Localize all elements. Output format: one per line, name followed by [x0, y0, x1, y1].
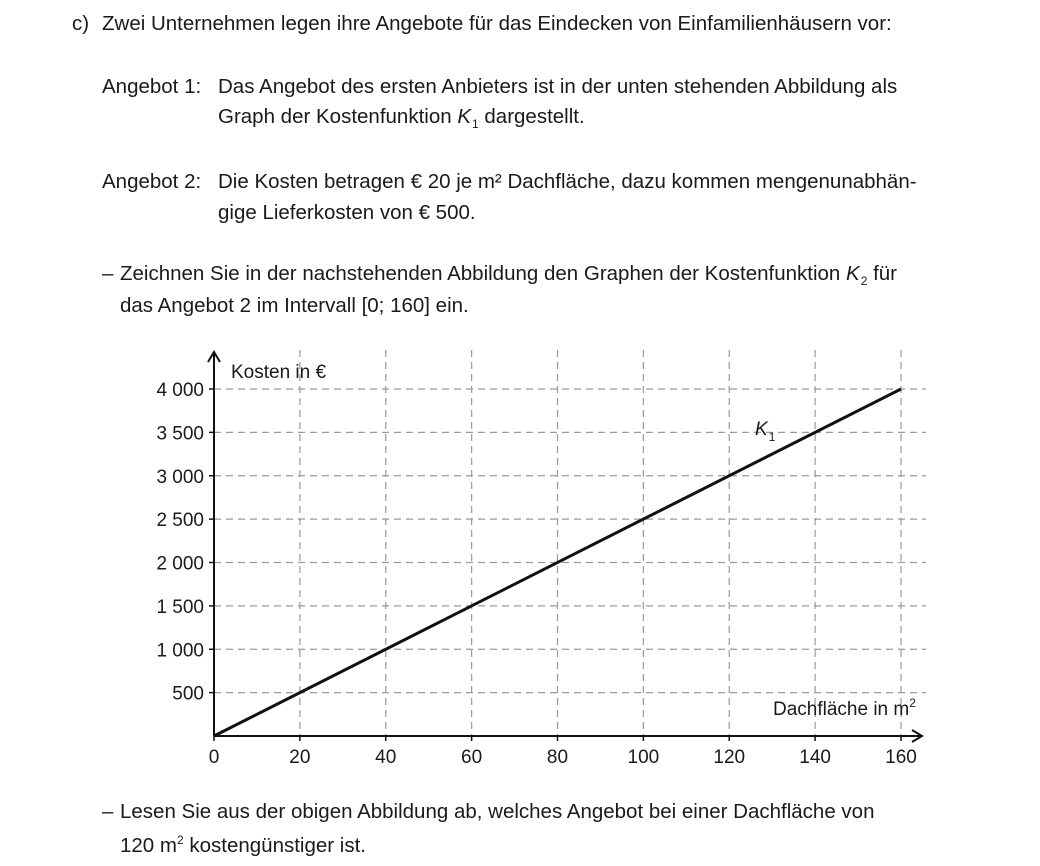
- question2-dash: –: [102, 800, 114, 823]
- x-axis-label-exponent: 2: [909, 696, 916, 710]
- question2-unit-exponent: 2: [176, 833, 184, 847]
- y-tick-label: 1 000: [156, 640, 204, 662]
- task-letter: c): [72, 12, 90, 35]
- offer1-line2: [218, 107, 585, 130]
- question2-line1: Lesen Sie aus der obigen Abbildung ab, welches Angebot bei einer Dachfläche von: [120, 800, 875, 823]
- x-tick-label: 160: [885, 747, 917, 768]
- question1-line1: [120, 264, 897, 287]
- y-tick-label: 4 000: [156, 380, 204, 401]
- offer2-line1: Die Kosten betragen € 20 je m² Dachfläche, dazu kommen mengenunabhän-: [218, 170, 917, 193]
- offer2-line2: gige Lieferkosten von € 500.: [218, 201, 476, 224]
- x-tick-label: 60: [461, 747, 483, 768]
- series-label: $K_1$: [755, 418, 776, 444]
- x-tick-label: 100: [627, 747, 660, 768]
- question1-line2: das Angebot 2 im Intervall [0; 160] ein.: [120, 294, 469, 317]
- tick-labels: [156, 380, 916, 768]
- y-axis-label: Kosten in €: [231, 362, 327, 383]
- series-label-index: 1: [768, 429, 776, 444]
- offer1-function-letter: K: [457, 105, 472, 128]
- y-tick-label: 2 000: [156, 553, 204, 575]
- question1-line1-text: Zeichnen Sie in der nachstehenden Abbildung den Graphen der Kostenfunktion: [120, 262, 846, 285]
- offer1-line1: Das Angebot des ersten Anbieters ist in der unten stehenden Abbildung als: [218, 75, 898, 98]
- x-tick-label: 120: [713, 747, 746, 768]
- question1-function-index: 2: [860, 274, 868, 288]
- offer1-line2-after: dargestellt.: [478, 105, 585, 128]
- x-axis-label-text: Dachfläche in m: [773, 699, 910, 720]
- y-tick-label: 1 500: [156, 596, 204, 618]
- question1-line1-after: für: [867, 262, 897, 285]
- y-tick-label: 500: [172, 683, 204, 705]
- offer2-label: Angebot 2:: [102, 170, 202, 193]
- question1-dash: –: [102, 262, 114, 285]
- x-tick-label: 80: [546, 747, 569, 768]
- question1-function-letter: K: [846, 262, 860, 285]
- question2-line2: [120, 834, 366, 857]
- question2-line2-text: 120 m: [120, 834, 177, 857]
- x-tick-label: 0: [208, 747, 220, 768]
- series-line-K1: [214, 389, 901, 736]
- x-tick-label: 20: [289, 747, 311, 768]
- x-tick-label: 140: [799, 747, 831, 768]
- y-tick-label: 3 500: [156, 423, 204, 445]
- x-axis-arrowhead: [912, 730, 922, 742]
- axes: [208, 352, 922, 742]
- y-axis-arrowhead: [208, 352, 220, 362]
- question2-line2-after: kostengünstiger ist.: [183, 834, 366, 857]
- offer1-label: Angebot 1:: [102, 75, 202, 98]
- offer1-function-index: 1: [472, 117, 479, 131]
- x-axis-label: [773, 696, 916, 720]
- grid-lines: [214, 350, 926, 736]
- y-tick-label: 2 500: [156, 510, 204, 532]
- offer1-line2-text: Graph der Kostenfunktion: [218, 105, 458, 128]
- series: [214, 389, 901, 736]
- y-tick-label: 3 000: [156, 466, 204, 488]
- x-tick-label: 40: [375, 747, 397, 768]
- task-intro: Zwei Unternehmen legen ihre Angebote für das Eindecken von Einfamilienhäusern vor:: [102, 12, 892, 35]
